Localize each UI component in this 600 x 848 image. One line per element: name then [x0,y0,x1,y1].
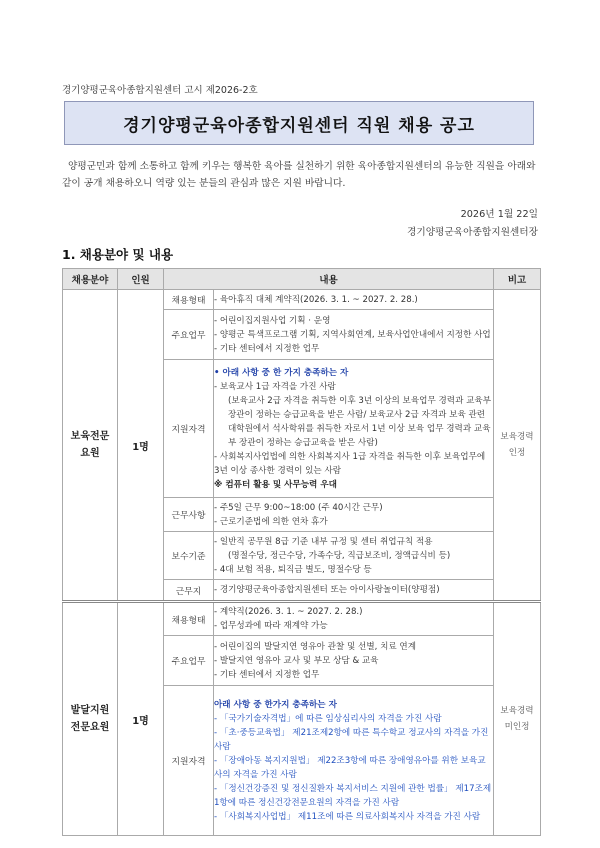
header-count: 인원 [118,269,164,290]
item-label: 근무사항 [164,498,214,532]
item-content: - 주5일 근무 9:00~18:00 (주 40시간 근무) - 근로기준법에 의한 연차 휴가 [214,498,494,532]
count-cell: 1명 [118,602,164,836]
header-note: 비고 [494,269,541,290]
intro-paragraph: 양평군민과 함께 소통하고 함께 키우는 행복한 육아를 실천하기 위한 육아종합지원센터의 유능한 직원을 아래와 같이 공개 채용하오니 역량 있는 분들의 관심과 많은 지원 바랍니다. [62,161,536,189]
item-content: - 일반직 공무원 8급 기준 내부 규정 및 센터 취업규칙 적용 (명절수당, 정근수당, 가족수당, 직급보조비, 정액급식비 등) - 4대 보험 적용, 퇴직금 별도, 명절수당 등 [214,532,494,580]
header-content: 내용 [164,269,494,290]
item-label: 보수기준 [164,532,214,580]
item-content: - 어린이집지원사업 기획 · 운영 - 양평군 특색프로그램 기획, 지역사회연계, 보육사업안내에서 지정한 사업 - 기타 센터에서 지정한 업무 [214,310,494,360]
table-header-row [63,269,541,290]
header-field: 채용분야 [63,269,118,290]
note-cell: 보육경력 인정 [494,290,541,602]
announcement-date: 2026년 1월 22일 [460,209,538,220]
item-content: 아래 사항 중 한가지 충족하는 자 - 「국가기술자격법」에 따른 임상심리사의 자격을 가진 사람 - 「초·중등교육법」 제21조제2항에 따른 특수학교 정교사의 자격을 가진 사람 - 「장애아동 복지지원법」 제22조3항에 따른 장애영유아를 위한 보육교사의 자격을 가진 사람 - 「정신건강증진 및 정신질환자 복지서비스 지원에 관한 법률」 제17조제1항에 따른 정신건강전문요원의 자격을 가진 사람 - 「사회복지사업법」 제11조에 따른 의료사회복지사 자격을 가진 사람 [214,686,494,836]
item-label: 지원자격 [164,686,214,836]
issuer-name: 경기양평군육아종합지원센터장 [406,227,538,238]
category-cell: 발달지원 전문요원 [63,602,118,836]
section-heading: 1. 채용분야 및 내용 [62,247,174,262]
item-label: 채용형태 [164,602,214,636]
item-label: 채용형태 [164,290,214,310]
item-label: 근무지 [164,580,214,602]
table-row [63,290,541,310]
item-label: 주요업무 [164,636,214,686]
item-content: - 육아휴직 대체 계약직(2026. 3. 1. ~ 2027. 2. 28.) [214,290,494,310]
item-label: 주요업무 [164,310,214,360]
item-content: - 계약직(2026. 3. 1. ~ 2027. 2. 28.) - 업무성과에 따라 재계약 가능 [214,602,494,636]
item-label: 지원자격 [164,360,214,498]
count-cell: 1명 [118,290,164,602]
page-title: 경기양평군육아종합지원센터 직원 채용 공고 [123,115,475,136]
title-box [64,101,534,145]
notice-number: 경기양평군육아종합지원센터 고시 제2026-2호 [62,85,258,96]
table-row [63,602,541,636]
item-content: - 어린이집의 발달지연 영유아 관찰 및 선별, 치료 연계 - 발달지연 영유아 교사 및 부모 상담 & 교육 - 기타 센터에서 지정한 업무 [214,636,494,686]
recruitment-table [62,268,541,836]
item-content: - 경기양평군육아종합지원센터 또는 아이사랑놀이터(양평점) [214,580,494,602]
category-cell: 보육전문 요원 [63,290,118,602]
item-content: • 아래 사항 중 한 가지 충족하는 자 - 보육교사 1급 자격을 가진 사람 (보육교사 2급 자격을 취득한 이후 3년 이상의 보육업무 경력과 교육부 장관이 정하는 승급교육을 받은 사람/ 보육교사 2급 자격과 보육 관련 대학원에서 석사학위를 취득한 자로서 1년 이상 보육 업무 경력과 교육부 장관이 정하는 승급교육을 받은 사람) - 사회복지사업법에 의한 사회복지사 1급 자격을 취득한 이후 보육업무에 3년 이상 종사한 경력이 있는 사람 ※ 컴퓨터 활용 및 사무능력 우대 [214,360,494,498]
note-cell: 보육경력 미인정 [494,602,541,836]
